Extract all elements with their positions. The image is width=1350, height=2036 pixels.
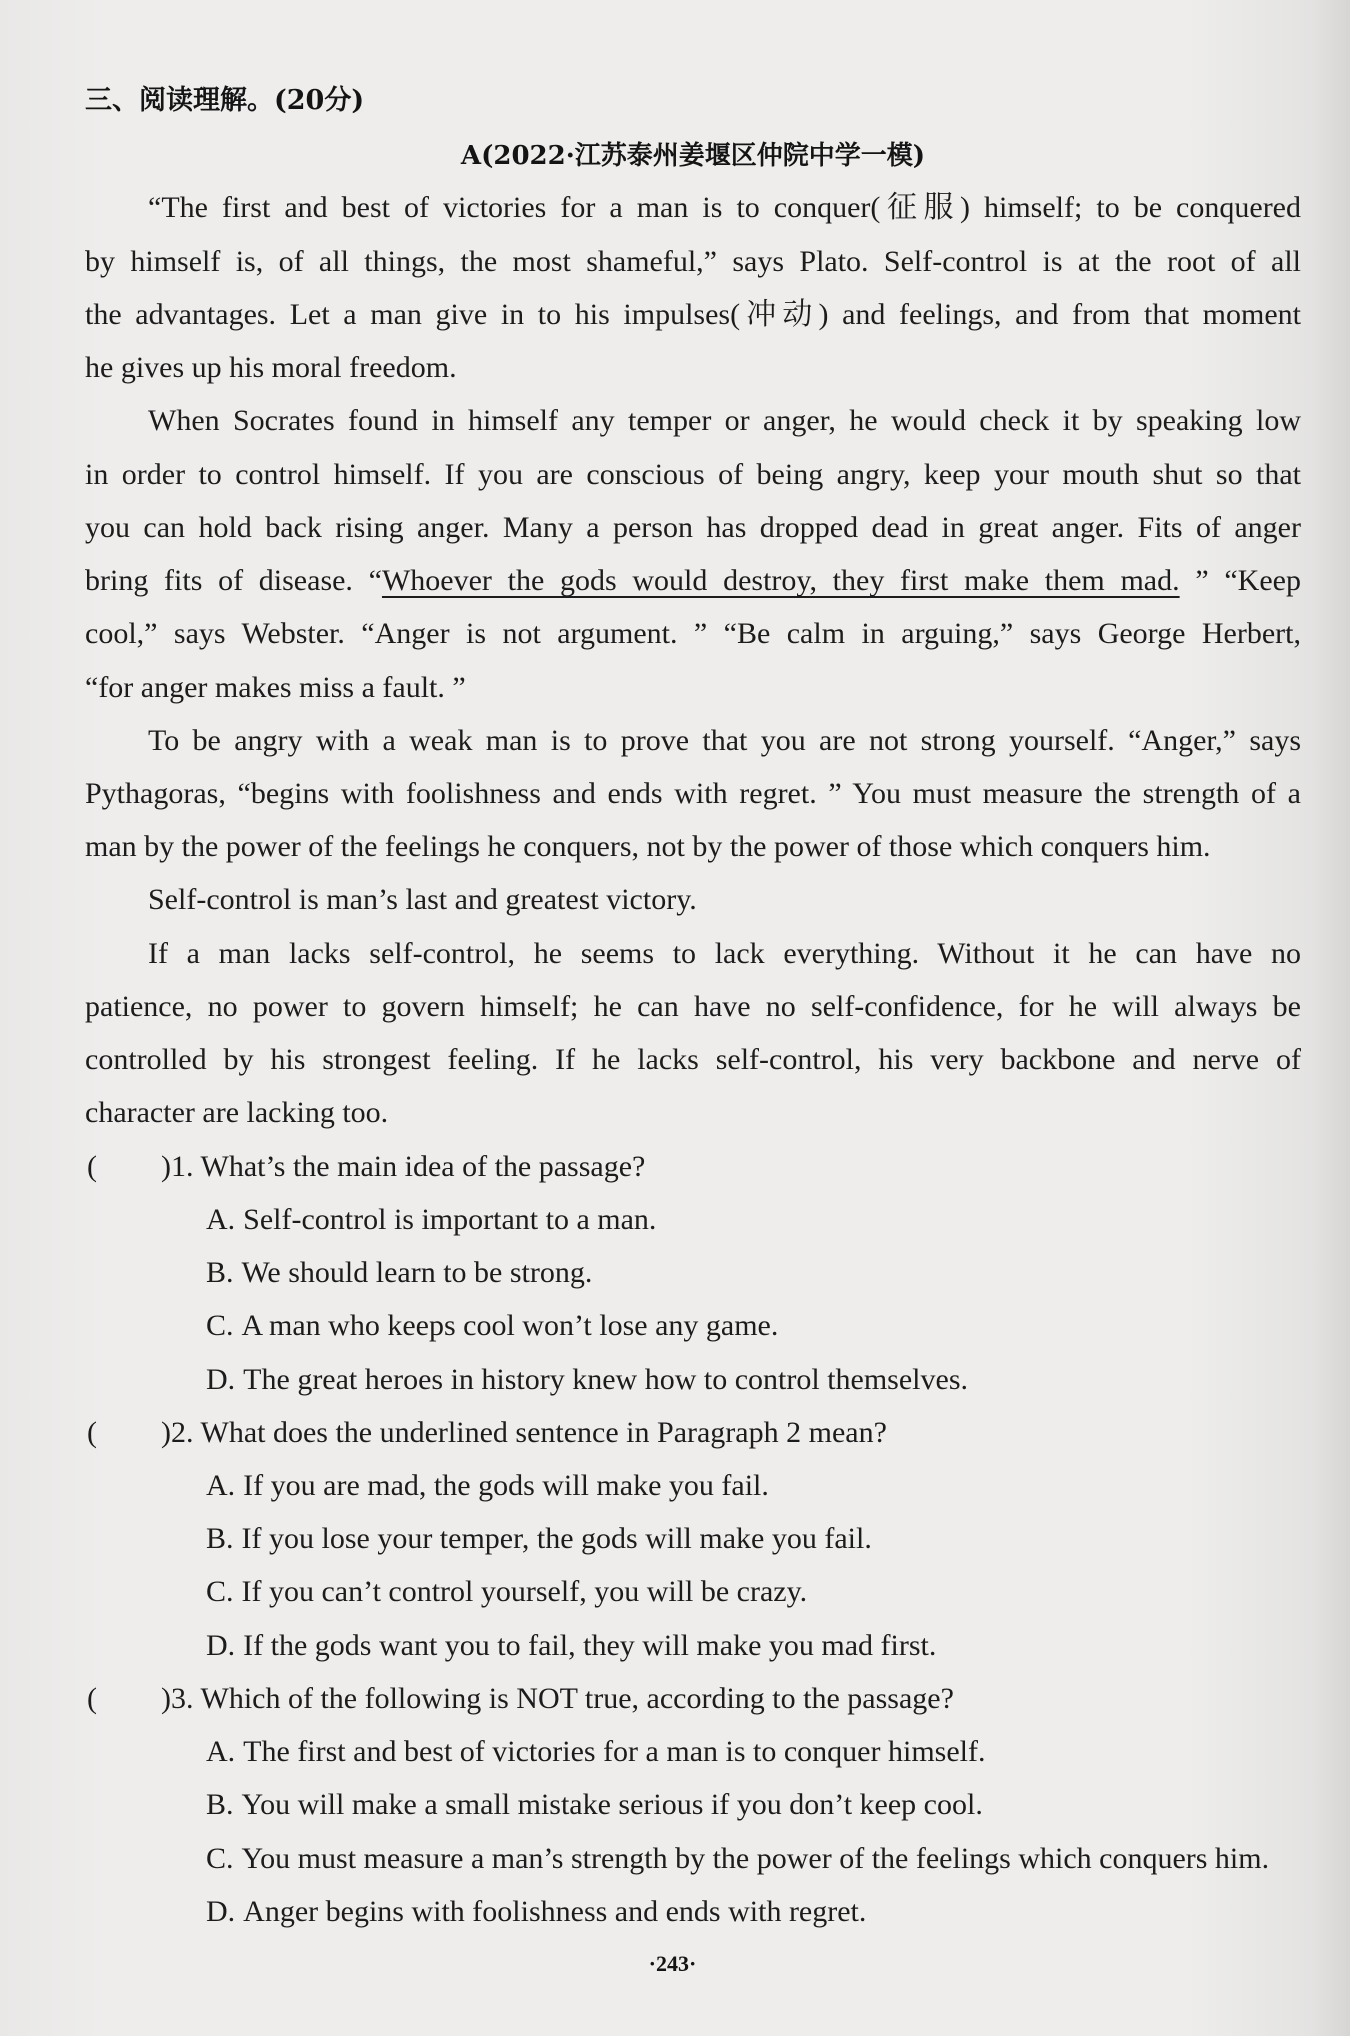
underlined-sentence: Whoever the gods would destroy, they first make them mad. xyxy=(381,564,1180,598)
question-number: 2. xyxy=(171,1415,194,1449)
option-b xyxy=(85,1512,1301,1565)
option-letter: C. xyxy=(206,1309,234,1343)
line-segment: bring fits of disease. “ xyxy=(85,564,382,598)
passage-line: “The first and best of victories for a man is to conquer(征服) himself; to be conquered xyxy=(148,191,1301,225)
option-c xyxy=(85,1832,1301,1885)
answer-blank-close: ) xyxy=(161,1415,171,1449)
passage-label: A(2022·江苏泰州姜堰区仲院中学一模) xyxy=(460,141,926,171)
passage-line: in order to control himself. If you are conscious of being angry, keep your mouth shut so that xyxy=(85,457,1301,491)
passage-line xyxy=(85,554,1301,607)
option-letter: B. xyxy=(206,1256,234,1290)
paragraph-4 xyxy=(85,873,1301,926)
option-letter: C. xyxy=(206,1841,234,1875)
line-segment: ” “Keep xyxy=(1179,564,1301,598)
option-letter: D. xyxy=(206,1894,236,1928)
question-stem xyxy=(85,1140,1301,1193)
passage-line: patience, no power to govern himself; he can have no self-confidence, for he will always be xyxy=(85,989,1301,1023)
answer-blank-close: ) xyxy=(161,1681,171,1715)
option-d xyxy=(85,1353,1301,1406)
option-a xyxy=(85,1459,1301,1512)
option-text: The great heroes in history knew how to control themselves. xyxy=(243,1362,968,1396)
option-text: The first and best of victories for a man is to conquer himself. xyxy=(243,1735,986,1769)
option-text: You must measure a man’s strength by the power of the feelings which conquers him. xyxy=(241,1841,1270,1875)
page-number: ·243· xyxy=(648,1951,697,1976)
passage-line: If a man lacks self-control, he seems to lack everything. Without it he can have no xyxy=(148,936,1301,970)
passage-line: Pythagoras, “begins with foolishness and ends with regret. ” You must measure the strength of a xyxy=(85,776,1301,810)
option-text: Self-control is important to a man. xyxy=(243,1202,657,1236)
passage-body xyxy=(85,181,1301,1938)
option-text: If you are mad, the gods will make you fail. xyxy=(243,1469,769,1503)
option-letter: A. xyxy=(206,1469,236,1503)
option-text: You will make a small mistake serious if you don’t keep cool. xyxy=(241,1788,983,1822)
option-text: A man who keeps cool won’t lose any game. xyxy=(241,1309,779,1343)
option-d xyxy=(85,1885,1301,1938)
answer-blank xyxy=(85,1140,171,1193)
passage-line: character are lacking too. xyxy=(85,1096,389,1130)
question-2 xyxy=(85,1406,1301,1672)
answer-blank-close: ) xyxy=(161,1149,171,1183)
passage-line: controlled by his strongest feeling. If he lacks self-control, his very backbone and nerve of xyxy=(85,1043,1301,1077)
option-c xyxy=(85,1299,1301,1352)
question-stem xyxy=(85,1406,1301,1459)
question-1 xyxy=(85,1140,1301,1406)
answer-blank-open: ( xyxy=(87,1681,97,1715)
question-3 xyxy=(85,1672,1301,1938)
option-text: Anger begins with foolishness and ends with regret. xyxy=(243,1894,867,1928)
option-a xyxy=(85,1193,1301,1246)
option-a xyxy=(85,1725,1301,1778)
answer-blank xyxy=(85,1406,171,1459)
passage-line: Self-control is man’s last and greatest victory. xyxy=(148,883,697,917)
passage-line: you can hold back rising anger. Many a person has dropped dead in great anger. Fits of anger xyxy=(85,510,1301,544)
option-b xyxy=(85,1778,1301,1831)
option-letter: B. xyxy=(206,1522,234,1556)
option-c xyxy=(85,1565,1301,1618)
option-letter: B. xyxy=(206,1788,234,1822)
paragraph-5 xyxy=(85,927,1301,1140)
answer-blank-open: ( xyxy=(87,1149,97,1183)
question-text: What does the underlined sentence in Paragraph 2 mean? xyxy=(200,1415,887,1449)
option-letter: D. xyxy=(206,1362,236,1396)
option-letter: A. xyxy=(206,1202,236,1236)
option-d xyxy=(85,1619,1301,1672)
passage-line: man by the power of the feelings he conquers, not by the power of those which conquers him. xyxy=(85,830,1211,864)
option-letter: C. xyxy=(206,1575,234,1609)
passage-line: cool,” says Webster. “Anger is not argument. ” “Be calm in arguing,” says George Herbert, xyxy=(85,617,1301,651)
passage-line: by himself is, of all things, the most shameful,” says Plato. Self-control is at the root of all xyxy=(85,244,1301,278)
option-text: If you lose your temper, the gods will make you fail. xyxy=(241,1522,872,1556)
question-text: What’s the main idea of the passage? xyxy=(200,1149,646,1183)
passage-line: he gives up his moral freedom. xyxy=(85,351,457,385)
question-number: 1. xyxy=(171,1149,194,1183)
question-text: Which of the following is NOT true, according to the passage? xyxy=(200,1681,954,1715)
answer-blank xyxy=(85,1672,171,1725)
question-number: 3. xyxy=(171,1681,194,1715)
question-stem xyxy=(85,1672,1301,1725)
option-text: If you can’t control yourself, you will be crazy. xyxy=(241,1575,808,1609)
passage-line: the advantages. Let a man give in to his impulses(冲动) and feelings, and from that moment xyxy=(85,297,1301,331)
passage-line: To be angry with a weak man is to prove that you are not strong yourself. “Anger,” says xyxy=(148,723,1301,757)
passage-line: When Socrates found in himself any temper or anger, he would check it by speaking low xyxy=(148,404,1301,438)
option-text: We should learn to be strong. xyxy=(241,1256,593,1290)
paragraph-2 xyxy=(85,394,1301,713)
option-letter: D. xyxy=(206,1628,236,1662)
section-title: 三、阅读理解。(20分) xyxy=(85,85,365,116)
passage-line: “for anger makes miss a fault. ” xyxy=(85,670,466,704)
paragraph-1 xyxy=(85,181,1301,394)
option-text: If the gods want you to fail, they will make you mad first. xyxy=(243,1628,937,1662)
answer-blank-open: ( xyxy=(87,1415,97,1449)
option-b xyxy=(85,1246,1301,1299)
option-letter: A. xyxy=(206,1735,236,1769)
paragraph-3 xyxy=(85,714,1301,874)
